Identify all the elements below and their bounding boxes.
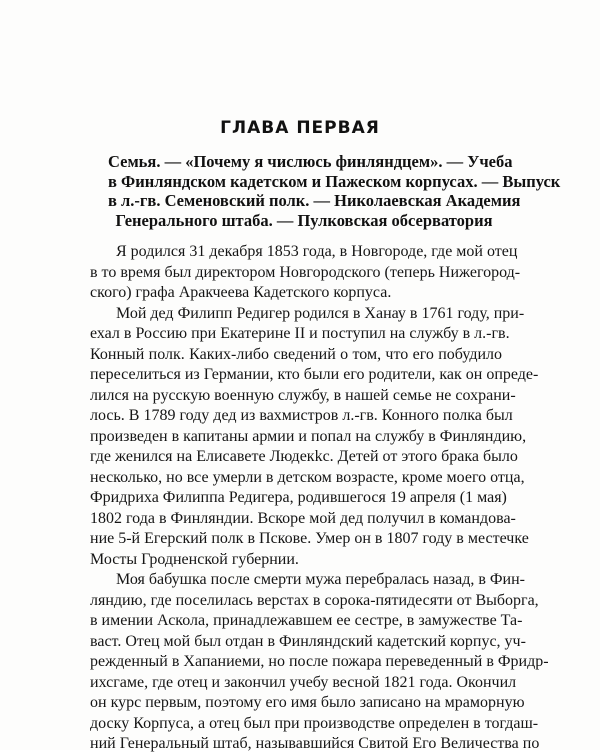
- text-line: в имении Аскола, принадлежавшем ее сестре, в замужестве Та-: [90, 612, 523, 629]
- text-line: лось. В 1789 году дед из вахмистров л.-гв. Конного полка был: [90, 407, 513, 424]
- text-line: доску Корпуса, а отец был при производстве определен в тогдаш-: [90, 714, 539, 732]
- text-line: васт. Отец мой был отдан в Финляндский кадетский корпус, уч-: [90, 632, 526, 650]
- text-line: Конный полк. Каких-либо сведений о том, что его побудило: [90, 345, 502, 363]
- text-line: переселиться из Германии, кто были его родители, как он опреде-: [90, 366, 539, 383]
- text-line: произведен в капитаны армии и попал на службу в Финляндию,: [90, 427, 527, 445]
- summary-line: Семья. — «Почему я числюсь финляндцем». — Учеба: [108, 152, 513, 171]
- text-line: Мосты Гродненской губернии.: [90, 550, 299, 568]
- text-line: он курс первым, поэтому его имя было записано на мраморную: [90, 694, 525, 711]
- text-line: Я родился 31 декабря 1853 года, в Новгороде, где мой отец: [116, 243, 518, 260]
- text-line: Моя бабушка после смерти мужа перебралась назад, в Фин-: [116, 571, 526, 588]
- text-line: лился на русскую военную службу, в нашей семье не сохрани-: [90, 386, 516, 404]
- text-line: ляндию, где поселилась верстах в сорока-пятидесяти от Выборга,: [90, 591, 539, 609]
- text-line: Мой дед Филипп Редигер родился в Ханау в 1761 году, при-: [116, 304, 525, 322]
- text-line: ние 5-й Егерский полк в Пскове. Умер он в 1807 году в местечке: [90, 530, 529, 547]
- text-line: несколько, но все умерли в детском возрасте, кроме моего отца,: [90, 468, 525, 486]
- text-line: ского) графа Аракчеева Кадетского корпуса.: [90, 284, 392, 301]
- text-line: ехал в Россию при Екатерине II и поступил на службу в л.-гв.: [90, 325, 510, 342]
- paragraph-2: [90, 304, 539, 571]
- text-line: режденный в Хапаниеми, но после пожара переведенный в Фридр-: [90, 653, 549, 670]
- text-line: 1802 года в Финляндии. Вскоре мой дед получил в командова-: [90, 509, 516, 527]
- text-line: в то время был директором Новгородского (теперь Нижегород-: [90, 263, 521, 281]
- summary-line: в Финляндском кадетском и Пажеском корпусах. — Выпуск: [108, 171, 561, 191]
- text-line: Фридриха Филиппа Редигера, родившегося 19 апреля (1 мая): [90, 489, 507, 506]
- chapter-summary: [108, 152, 561, 230]
- summary-line: в л.-гв. Семеновский полк. — Николаевская Академия: [108, 191, 521, 210]
- text-line: ихсгаме, где отец и закончил учебу весной 1821 года. Окончил: [90, 673, 517, 691]
- body-text: [90, 242, 549, 755]
- text-line: где женился на Елисавете Людекkс. Детей от этого брака было: [90, 448, 518, 465]
- paragraph-1: [90, 242, 521, 304]
- text-line: ний Генеральный штаб, называвшийся Свитой Его Величества по: [90, 735, 540, 752]
- summary-line: Генерального штаба. — Пулковская обсерватория: [115, 210, 493, 230]
- paragraph-3: [90, 570, 549, 755]
- chapter-title: ГЛАВА ПЕРВАЯ: [220, 118, 380, 138]
